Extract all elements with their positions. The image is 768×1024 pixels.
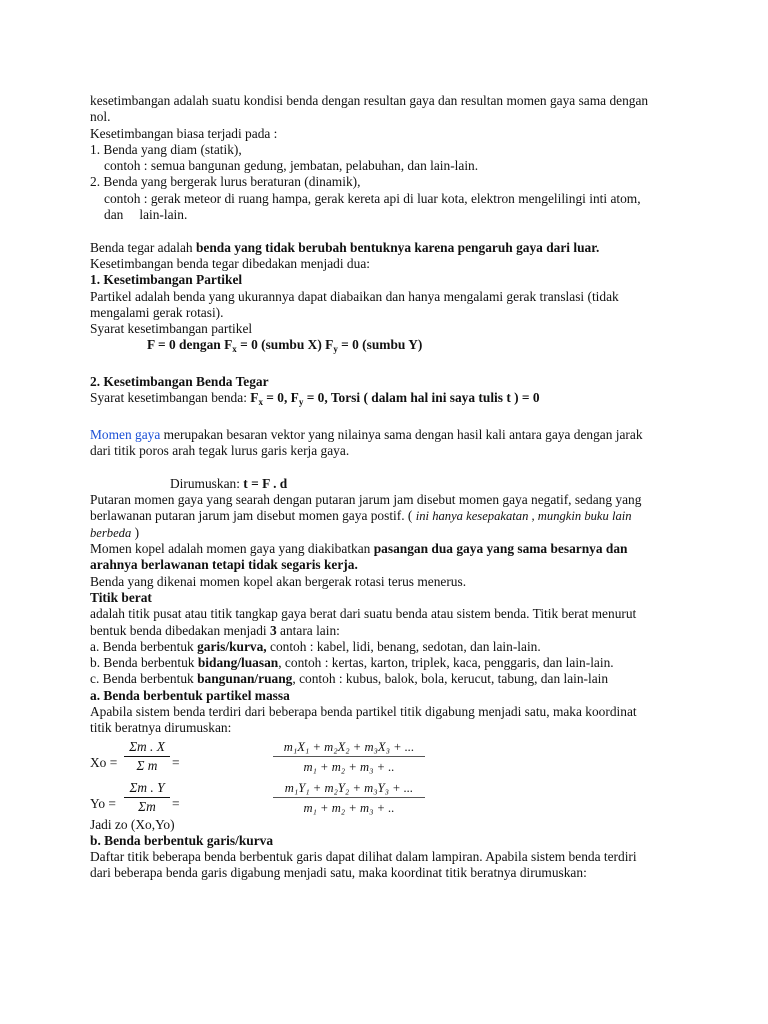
equals-sign: = — [172, 796, 180, 812]
paragraph-moment-1 — [90, 427, 690, 443]
formula-xo — [90, 739, 690, 772]
paragraph-couple-2: arahnya berlawanan tetapi tidak segaris kerja. — [90, 557, 358, 573]
fraction-denominator: m₁ + m₂ + m₃ + .. — [303, 759, 395, 774]
document-body — [90, 93, 690, 882]
paragraph-particle-condition: Syarat kesetimbangan partikel — [90, 321, 253, 337]
text-span: bentuk benda dibedakan menjadi — [90, 622, 270, 638]
paragraph-result-coordinate: Jadi zo (Xo,Yo) — [90, 816, 175, 832]
fraction-numerator: m₁Y₁ + m₂Y₂ + m₃Y₃ + ... — [273, 780, 425, 798]
paragraph-rotation-1: Putaran momen gaya yang searah dengan putaran jarum jam disebut momen gaya negatif, sedang yang — [90, 492, 642, 508]
formula-yo-sum-fraction — [124, 780, 170, 816]
text-span: Benda tegar adalah — [90, 239, 196, 255]
list-item-line-curve — [90, 639, 690, 655]
text-span: antara lain: — [276, 622, 340, 638]
equation-particle-condition — [90, 337, 690, 357]
list-item-solid — [90, 671, 690, 687]
text-span: Dirumuskan: — [170, 475, 244, 491]
bold-text: 3 — [269, 622, 277, 638]
paragraph-couple-1 — [90, 541, 690, 557]
formula-yo-label: Yo = — [90, 796, 116, 812]
heading-line-curve: b. Benda berbentuk garis/kurva — [90, 832, 274, 848]
paragraph-occurs: Kesetimbangan biasa terjadi pada : — [90, 125, 278, 141]
text-span: berlawanan putaran jarum jam disebut momen gaya postif. ( — [90, 508, 416, 524]
heading-particle-mass: a. Benda berbentuk partikel massa — [90, 687, 290, 703]
text-span: lain-lain. — [139, 207, 188, 223]
paragraph-particle-mass-2: titik beratnya dirumuskan: — [90, 720, 232, 736]
paragraph-cog-1: adalah titik pusat atau titik tangkap gaya berat dari suatu benda atau sistem benda. Titik berat menurut — [90, 606, 637, 622]
text-span: contoh : kabel, lidi, benang, sedotan, dan lain-lain. — [266, 638, 541, 654]
paragraph-moment-2: dari titik poros arah tegak lurus garis kerja gaya. — [90, 443, 350, 459]
paragraph-rigid-types: Kesetimbangan benda tegar dibedakan menjadi dua: — [90, 255, 370, 271]
fraction-numerator: m₁X₁ + m₂X₂ + m₃X₃ + ... — [273, 739, 425, 757]
text-span: = 0, Torsi ( dalam hal ini saya tulis t ) = 0 — [303, 390, 540, 406]
list-item-dynamic: 2. Benda yang bergerak lurus beraturan (dinamik), — [90, 174, 361, 190]
text-span: dan — [104, 207, 124, 223]
text-span: b. Benda berbentuk — [90, 655, 198, 671]
paragraph-rigid-body — [90, 240, 690, 256]
bold-text: t = F . d — [243, 475, 288, 491]
text-span: F = 0 dengan F — [147, 337, 233, 353]
heading-rigid-equilibrium: 2. Kesetimbangan Benda Tegar — [90, 374, 269, 390]
fraction-denominator: m₁ + m₂ + m₃ + .. — [303, 800, 395, 815]
equals-sign: = — [172, 755, 180, 771]
fraction-numerator: Σm . X — [124, 739, 170, 757]
paragraph-particle-1: Partikel adalah benda yang ukurannya dapat diabaikan dan hanya mengalami gerak translasi (tidak — [90, 288, 619, 304]
text-span: , contoh : kertas, karton, triplek, kaca, penggaris, dan lain-lain. — [278, 655, 614, 671]
bold-text: garis/kurva, — [197, 638, 267, 654]
formula-yo-mass-fraction — [273, 780, 425, 817]
paragraph-rotation-3 — [90, 525, 690, 541]
fraction-numerator: Σm . Y — [124, 780, 170, 798]
subscript: y — [333, 344, 338, 355]
formula-xo-label: Xo = — [90, 755, 118, 771]
bold-text: benda yang tidak berubah bentuknya karena pengaruh gaya dari luar. — [195, 239, 600, 255]
paragraph-intro: kesetimbangan adalah suatu kondisi benda dengan resultan gaya dan resultan momen gaya sama dengan — [90, 93, 649, 108]
heading-particle-equilibrium: 1. Kesetimbangan Partikel — [90, 272, 243, 288]
paragraph-intro-cont: nol. — [90, 109, 111, 125]
fraction-denominator: Σm — [138, 798, 156, 814]
paragraph-particle-mass-1: Apabila sistem benda terdiri dari beberapa benda partikel titik digabung menjadi satu, maka koordinat — [90, 703, 637, 719]
text-span: = 0 (sumbu X) F — [236, 337, 334, 353]
formula-torque — [90, 476, 690, 492]
list-item-static-example: contoh : semua bangunan gedung, jembatan, pelabuhan, dan lain-lain. — [104, 158, 479, 174]
paragraph-couple-3: Benda yang dikenai momen kopel akan bergerak rotasi terus menerus. — [90, 573, 467, 589]
text-span: a. Benda berbentuk — [90, 638, 198, 654]
paragraph-rigid-condition — [90, 390, 690, 410]
italic-text: berbeda — [90, 525, 132, 540]
text-span: merupakan besaran vektor yang nilainya sama dengan hasil kali antara gaya dengan jarak — [163, 426, 643, 442]
text-span: Syarat kesetimbangan benda: — [90, 390, 251, 406]
list-item-dynamic-example-cont — [90, 207, 690, 223]
bold-text: bangunan/ruang — [197, 671, 293, 687]
bold-text — [250, 390, 540, 408]
formula-yo — [90, 780, 690, 813]
text-span: c. Benda berbentuk — [90, 671, 198, 687]
text-span: ) — [131, 524, 140, 540]
list-item-static: 1. Benda yang diam (statik), — [90, 141, 242, 157]
paragraph-particle-2: mengalami gerak rotasi). — [90, 304, 224, 320]
paragraph-cog-2 — [90, 623, 690, 639]
momen-gaya-link[interactable]: Momen gaya — [90, 426, 164, 442]
italic-text: ini hanya kesepakatan , mungkin buku lain — [415, 509, 632, 524]
text-span: F — [250, 390, 259, 406]
text-span: = 0 (sumbu Y) — [337, 337, 423, 353]
heading-center-of-gravity: Titik berat — [90, 589, 152, 605]
text-span: Momen kopel adalah momen gaya yang diakibatkan — [90, 541, 374, 557]
paragraph-line-curve-2: dari beberapa benda garis digabung menjadi satu, maka koordinat titik beratnya dirumuskan: — [90, 865, 587, 881]
formula-xo-mass-fraction — [273, 739, 425, 776]
subscript: x — [232, 344, 237, 355]
fraction-denominator: Σ m — [136, 757, 158, 773]
bold-text: bidang/luasan — [197, 655, 279, 671]
paragraph-rotation-2 — [90, 508, 690, 524]
text-span: , contoh : kubus, balok, bola, kerucut, tabung, dan lain-lain — [292, 671, 609, 687]
list-item-dynamic-example: contoh : gerak meteor di ruang hampa, gerak kereta api di luar kota, elektron mengelilingi inti atom, — [104, 190, 641, 206]
subscript: y — [298, 397, 304, 408]
list-item-plane — [90, 655, 690, 671]
bold-text: pasangan dua gaya yang sama besarnya dan — [373, 541, 628, 557]
subscript: x — [258, 397, 263, 408]
text-span: = 0, F — [262, 390, 299, 406]
formula-xo-sum-fraction — [124, 739, 170, 775]
paragraph-line-curve-1: Daftar titik beberapa benda berbentuk garis dapat dilihat dalam lampiran. Apabila sistem benda terdiri — [90, 849, 637, 865]
